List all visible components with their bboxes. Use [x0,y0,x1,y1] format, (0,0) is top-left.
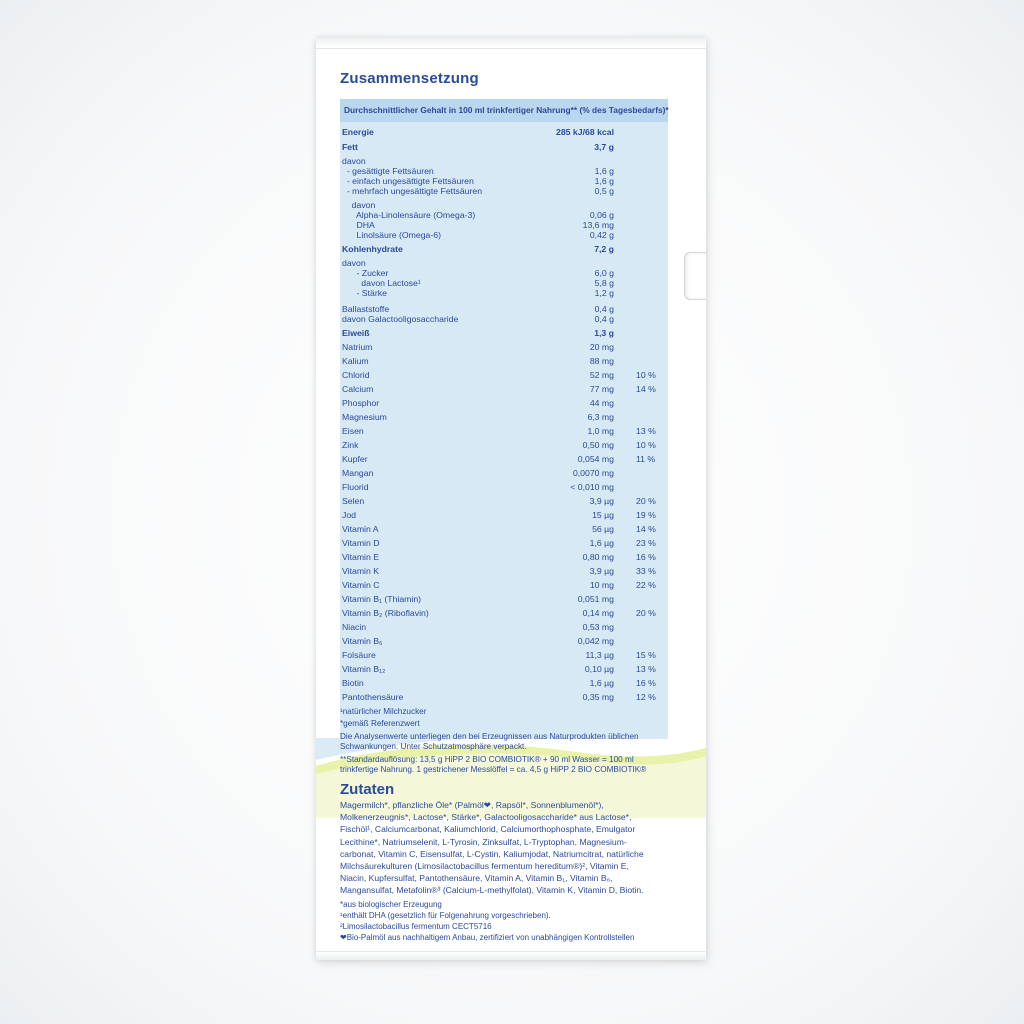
nutrient-label: - Zucker [342,268,389,278]
nutrient-label: davon Galactooligosaccharide [342,314,459,324]
nutrient-value: 11,3 µg [585,650,614,660]
nutrition-row [342,691,672,703]
nutrient-value: 3,7 g [594,142,614,152]
nutrient-value: 0,10 µg [584,664,614,674]
nutrient-value: 0,35 mg [582,692,614,702]
nutrient-value: 1,6 g [594,166,614,176]
nutrient-value: < 0,010 mg [570,482,614,492]
nutrition-row [342,287,672,299]
nutrition-row [342,383,672,395]
nutrient-value: 0,5 g [594,186,614,196]
nutrition-row [342,243,672,255]
nutrient-value: 0,054 mg [577,454,614,464]
product-box [316,38,706,960]
nutrition-note: trinkfertige Nahrung. 1 gestrichener Messlöffel = ca. 4,5 g HiPP 2 BIO COMBIOTIK® [340,765,647,774]
box-top-edge [316,38,706,49]
nutrient-label: davon [342,258,366,268]
nutrient-label: Kupfer [342,454,368,464]
nutrient-daily-percent: 13 % [636,664,656,674]
nutrition-row [342,425,672,437]
nutrient-label: Jod [342,510,357,520]
nutrient-value: 1,0 mg [587,426,614,436]
nutrient-value: 0,53 mg [582,622,614,632]
nutrition-row [342,509,672,521]
nutrient-value: 0,80 mg [582,552,614,562]
nutrient-value: 77 mg [589,384,614,394]
nutrient-label: Vitamin B₆ [342,636,383,646]
nutrient-label: Kohlenhydrate [342,244,403,254]
nutrient-value: 15 µg [592,510,614,520]
nutrient-daily-percent: 33 % [636,566,656,576]
nutrient-label: - Stärke [342,288,387,298]
nutrient-label: Alpha-Linolensäure (Omega-3) [342,210,476,220]
nutrient-label: Vitamin E [342,552,380,562]
nutrient-label: Pantothensäure [342,692,404,702]
composition-title: Zusammensetzung [340,70,479,87]
nutrition-row [342,126,672,138]
ingredients-footnote: ¹enthält DHA (gesetzlich für Folgenahrung vorgeschrieben). [340,911,551,920]
nutrient-daily-percent: 20 % [636,608,656,618]
nutrition-note: Die Analysenwerte unterliegen den bei Erzeugnissen aus Naturprodukten üblichen [340,732,639,741]
nutrition-note: ¹natürlicher Milchzucker [340,707,427,716]
nutrient-label: Niacin [342,622,367,632]
nutrition-row [342,677,672,689]
ingredients-title: Zutaten [340,781,395,798]
nutrition-row [342,481,672,493]
nutrition-table-header-text: Durchschnittlicher Gehalt in 100 ml trinkfertiger Nahrung** (% des Tagesbedarfs)* [344,105,669,115]
nutrient-value: 0,051 mg [577,594,614,604]
nutrition-row [342,369,672,381]
ingredients-line: Lecithine*, Natriumselenit, L-Tyrosin, Zinksulfat, L-Tryptophan, Magnesium- [340,836,627,847]
nutrition-row [342,635,672,647]
nutrient-label: DHA [342,220,375,230]
nutrient-label: Vitamin C [342,580,380,590]
ingredients-line: Milchsäurekulturen (Limosilactobacillus fermentum hereditum®)², Vitamin E, [340,861,629,871]
nutrition-row [342,537,672,549]
nutrition-row [342,229,672,241]
ingredients-line: Niacin, Kupfersulfat, Pantothensäure, Vitamin A, Vitamin B₁, Vitamin B₆, [340,873,613,884]
nutrient-value: 1,6 µg [589,538,614,548]
nutrition-row [342,593,672,605]
nutrition-row [342,649,672,661]
nutrient-label: Natrium [342,342,373,352]
nutrition-note: *gemäß Referenzwert [340,719,420,728]
nutrition-row [342,411,672,423]
nutrient-label: Kalium [342,356,369,366]
nutrient-label: davon [342,200,376,210]
nutrient-daily-percent: 11 % [636,454,656,464]
nutrition-row [342,565,672,577]
nutrition-row [342,453,672,465]
nutrient-daily-percent: 16 % [636,678,656,688]
nutrient-value: 0,42 g [589,230,614,240]
nutrient-label: Vitamin B₁ (Thiamin) [342,594,422,604]
nutrient-value: 0,06 g [589,210,614,220]
nutrient-value: 10 mg [589,580,614,590]
box-bottom-edge [316,951,706,960]
nutrition-row [342,439,672,451]
nutrient-label: Biotin [342,678,364,688]
nutrition-row [342,551,672,563]
nutrient-label: Vitamin D [342,538,380,548]
nutrient-label: - einfach ungesättigte Fettsäuren [342,176,474,186]
nutrition-row [342,495,672,507]
ingredients-footnote: *aus biologischer Erzeugung [340,900,442,909]
nutrient-label: Vitamin B₂ (Riboflavin) [342,608,429,618]
nutrient-value: 0,4 g [594,304,614,314]
nutrient-label: Magnesium [342,412,387,422]
nutrition-row [342,579,672,591]
nutrition-row [342,141,672,153]
box-tab-notch [684,252,706,300]
nutrient-label: Linolsäure (Omega-6) [342,230,441,240]
nutrient-daily-percent: 12 % [636,692,656,702]
nutrition-row [342,355,672,367]
nutrient-daily-percent: 14 % [636,384,656,394]
nutrient-label: Chlorid [342,370,370,380]
nutrient-value: 6,3 mg [587,412,614,422]
nutrition-row [342,327,672,339]
nutrient-value: 7,2 g [594,244,614,254]
nutrient-label: Vitamin B₁₂ [342,664,386,674]
nutrient-value: 285 kJ/68 kcal [556,127,614,137]
nutrient-value: 56 µg [592,524,614,534]
nutrition-row [342,523,672,535]
nutrient-label: Vitamin K [342,566,380,576]
nutrition-row [342,621,672,633]
nutrient-label: Eiweiß [342,328,370,338]
nutrient-label: Selen [342,496,365,506]
nutrient-label: Phosphor [342,398,380,408]
nutrient-value: 6,0 g [594,268,614,278]
nutrient-label: davon [342,156,366,166]
nutrient-label: - gesättigte Fettsäuren [342,166,434,176]
nutrient-value: 52 mg [589,370,614,380]
nutrient-value: 0,042 mg [577,636,614,646]
nutrient-daily-percent: 13 % [636,426,656,436]
nutrition-note: Schwankungen. Unter Schutzatmosphäre verpackt. [340,742,527,751]
nutrient-label: Zink [342,440,359,450]
nutrient-value: 88 mg [589,356,614,366]
nutrient-label: Mangan [342,468,374,478]
nutrient-daily-percent: 19 % [636,510,656,520]
ingredients-line: Molkenerzeugnis*, Lactose*, Stärke*, Galactooligosaccharide* aus Lactose*, [340,812,632,823]
nutrient-label: davon Lactose¹ [342,278,421,288]
nutrient-value: 1,6 g [594,176,614,186]
ingredients-line: Mangansulfat, Metafolin®³ (Calcium-L-methylfolat), Vitamin K, Vitamin D, Biotin. [340,885,644,896]
nutrient-daily-percent: 15 % [636,650,656,660]
nutrient-label: Vitamin A [342,524,379,534]
nutrition-row [342,663,672,675]
nutrient-value: 5,8 g [594,278,614,288]
nutrient-value: 0,14 mg [582,608,614,618]
nutrient-value: 20 mg [589,342,614,352]
nutrient-value: 13,6 mg [582,220,614,230]
nutrient-value: 1,6 µg [589,678,614,688]
nutrient-label: Calcium [342,384,374,394]
nutrient-daily-percent: 10 % [636,440,656,450]
nutrient-value: 44 mg [589,398,614,408]
nutrition-row [342,313,672,325]
nutrient-value: 0,50 mg [582,440,614,450]
nutrient-daily-percent: 14 % [636,524,656,534]
nutrition-row [342,467,672,479]
nutrient-daily-percent: 22 % [636,580,656,590]
nutrient-daily-percent: 23 % [636,538,656,548]
nutrition-note: **Standardauflösung: 13,5 g HiPP 2 BIO COMBIOTIK® + 90 ml Wasser = 100 ml [340,755,634,764]
nutrition-row [342,185,672,197]
nutrient-daily-percent: 16 % [636,552,656,562]
nutrient-label: Folsäure [342,650,376,660]
nutrient-daily-percent: 10 % [636,370,656,380]
nutrient-daily-percent: 20 % [636,496,656,506]
nutrient-label: Fett [342,142,358,152]
nutrient-label: Energie [342,127,374,137]
ingredients-line: Fischöl¹, Calciumcarbonat, Kaliumchlorid, Calciumorthophosphate, Emulgator [340,824,636,835]
nutrition-row [342,397,672,409]
nutrient-value: 1,2 g [594,288,614,298]
ingredients-line: carbonat, Vitamin C, Eisensulfat, L-Cystin, Kaliumjodat, Natriumcitrat, natürliche [340,848,644,859]
nutrition-row [342,607,672,619]
nutrient-value: 0,0070 mg [572,468,614,478]
ingredients-line: Magermilch*, pflanzliche Öle* (Palmöl❤, Rapsöl*, Sonnenblumenöl*), [340,800,604,810]
nutrient-label: Ballaststoffe [342,304,390,314]
nutrition-row [342,341,672,353]
nutrition-table-header [340,99,668,122]
nutrient-value: 3,9 µg [589,566,614,576]
nutrient-label: Eisen [342,426,364,436]
nutrient-value: 0,4 g [594,314,614,324]
nutrient-value: 1,3 g [594,328,614,338]
ingredients-footnote: ❤Bio-Palmöl aus nachhaltigem Anbau, zertifiziert von unabhängigen Kontrollstellen [340,933,635,942]
nutrient-value: 3,9 µg [589,496,614,506]
ingredients-footnote: ²Limosilactobacillus fermentum CECT5716 [340,922,492,931]
nutrient-label: Fluorid [342,482,369,492]
nutrient-label: - mehrfach ungesättigte Fettsäuren [342,186,483,196]
